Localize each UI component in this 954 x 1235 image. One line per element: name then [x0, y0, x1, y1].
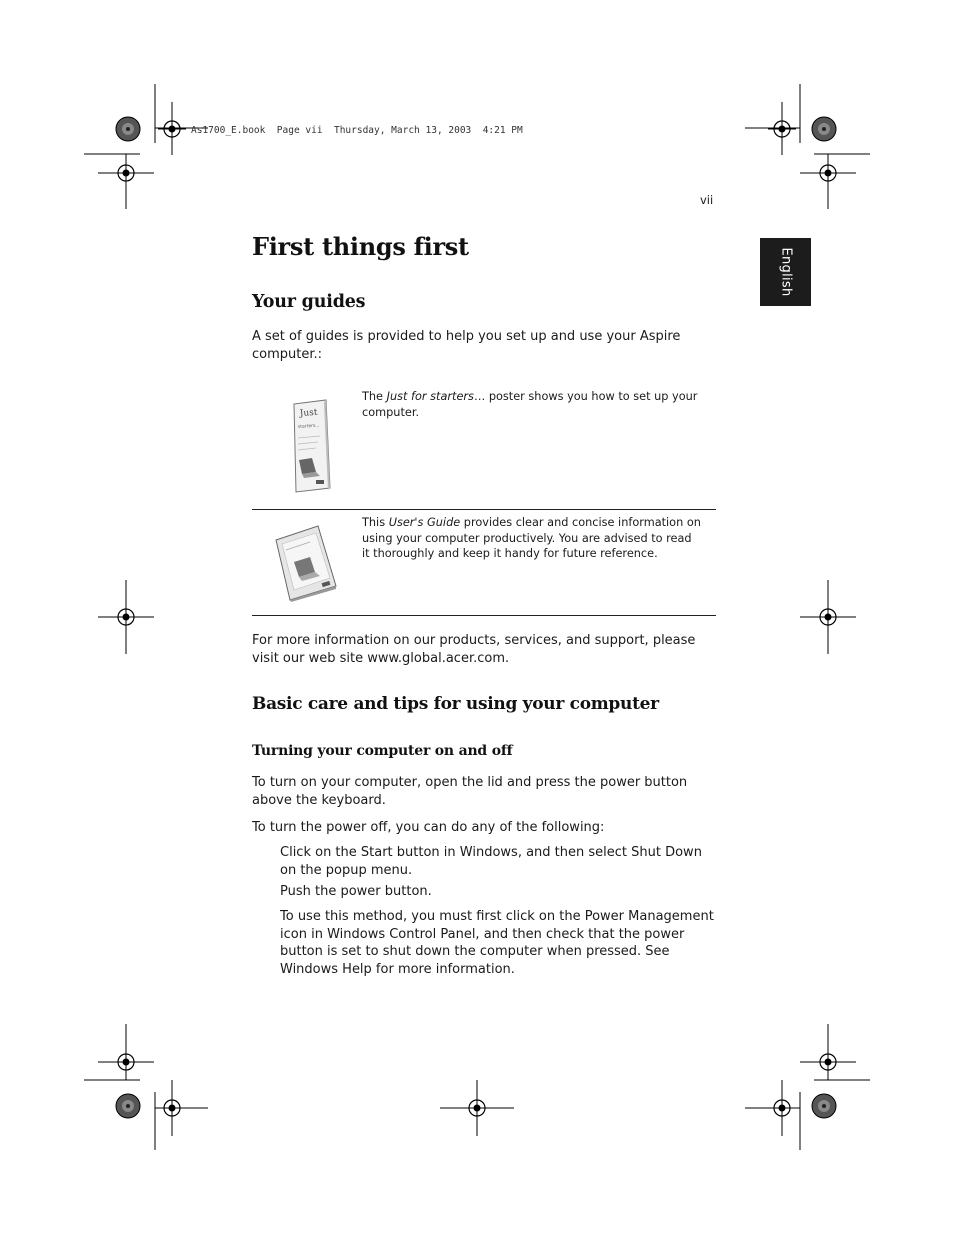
list-item: To use this method, you must first click on the Power Management icon in Windows Control Panel, and then check that the power button is set to shut down the computer when pressed. See Windows Help for more information.: [280, 909, 714, 977]
guide-users-guide-description: This User's Guide provides clear and concise information on using your computer productively. You are advised to read it thoroughly and keep it handy for future reference.: [362, 516, 701, 560]
list-item: Push the power button.: [280, 884, 432, 899]
section-heading-your-guides: Your guides: [252, 292, 366, 312]
divider: [252, 509, 716, 510]
print-header: As1700_E.book Page vii Thursday, March 13, 2003 4:21 PM: [191, 125, 523, 136]
users-guide-thumbnail: [272, 522, 338, 602]
turn-on-paragraph: To turn on your computer, open the lid and press the power button above the keyboard.: [252, 775, 688, 808]
divider: [252, 615, 716, 616]
crosshair-icon: [814, 1048, 842, 1076]
crosshair-icon: [158, 115, 186, 143]
svg-text:Just: Just: [299, 407, 318, 419]
crosshair-icon: [814, 603, 842, 631]
color-rosette-icon: [116, 1094, 140, 1118]
language-tab-label: English: [778, 247, 793, 297]
color-rosette-icon: [812, 1094, 836, 1118]
list-item: Click on the Start button in Windows, and then select Shut Down on the popup menu.: [280, 845, 702, 878]
crosshair-icon: [768, 115, 796, 143]
crosshair-icon: [768, 1094, 796, 1122]
color-rosette-icon: [812, 117, 836, 141]
language-tab: [760, 238, 811, 306]
page-number: vii: [700, 193, 714, 207]
svg-text:starters...: starters...: [297, 423, 320, 430]
crosshair-icon: [158, 1094, 186, 1122]
poster-thumbnail: [290, 398, 332, 494]
subheading-turning-on-off: Turning your computer on and off: [252, 743, 513, 759]
section-heading-basic-care: Basic care and tips for using your computer: [252, 694, 659, 714]
guide-poster-description: The Just for starters… poster shows you how to set up your computer.: [362, 390, 698, 419]
turn-off-intro: To turn the power off, you can do any of the following:: [252, 820, 605, 835]
crosshair-icon: [112, 159, 140, 187]
guides-intro: A set of guides is provided to help you set up and use your Aspire computer.:: [252, 329, 681, 362]
more-info-paragraph: For more information on our products, services, and support, please visit our web site www.global.acer.com.: [252, 633, 696, 666]
crosshair-icon: [814, 159, 842, 187]
crosshair-icon: [112, 1048, 140, 1076]
color-rosette-icon: [116, 117, 140, 141]
crosshair-icon: [112, 603, 140, 631]
page-title: First things first: [252, 232, 469, 261]
crosshair-icon: [463, 1094, 491, 1122]
